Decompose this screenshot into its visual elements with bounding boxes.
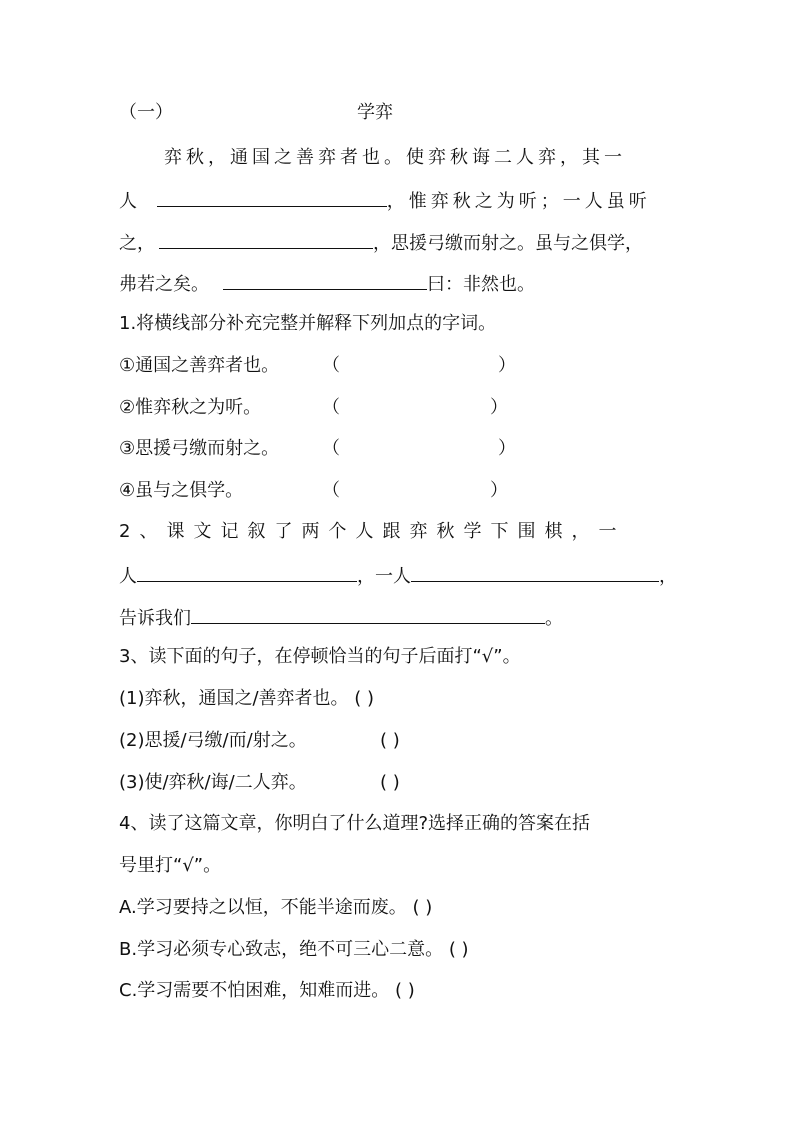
q1-item-1-paren-close: ） [498, 355, 516, 376]
q1-item-2-paren-close: ） [490, 397, 508, 418]
q3-item-2-answer[interactable]: ( ) [380, 730, 400, 751]
section-label: （一） [119, 102, 173, 123]
q4-option-c-text: C.学习需要不怕困难，知难而进。 [119, 980, 390, 1001]
q1-item-1-paren-open[interactable]: （ [322, 355, 340, 376]
q1-item-4: ④虽与之俱学。 [119, 480, 244, 501]
q2-line-2 [119, 563, 677, 588]
q1-item-2: ②惟弈秋之为听。 [119, 397, 262, 418]
q3-item-1 [119, 688, 374, 710]
fill-blank-6[interactable] [191, 605, 545, 624]
q2-line-2-mid: ，一人 [357, 566, 411, 587]
q2-line-2-end: ， [659, 566, 677, 587]
fill-blank-1[interactable] [157, 188, 387, 207]
fill-blank-5[interactable] [411, 563, 659, 582]
q1-item-4-paren-open[interactable]: （ [322, 480, 340, 501]
q3-item-2: (2)思援/弓缴/而/射之。 [119, 730, 307, 751]
q3-item-1-answer[interactable]: ( ) [354, 688, 375, 709]
q3-prompt: 3、读下面的句子，在停顿恰当的句子后面打“√”。 [119, 646, 521, 667]
passage-line-3-end: ，思援弓缴而射之。虽与之俱学， [373, 233, 643, 254]
q2-line-1: 2、课文记叙了两个人跟弈秋学下围棋，一 [119, 521, 626, 542]
q1-prompt: 1.将横线部分补充完整并解释下列加点的字词。 [119, 313, 497, 334]
q1-item-3: ③思援弓缴而射之。 [119, 438, 280, 459]
q4-prompt-line-1: 4、读了这篇文章，你明白了什么道理?选择正确的答案在括 [119, 813, 591, 834]
passage-line-4 [119, 271, 535, 296]
q4-option-a-answer[interactable]: ( ) [412, 897, 433, 918]
q2-line-3-end: 。 [545, 608, 563, 629]
q2-line-2-start: 人 [119, 566, 137, 587]
q1-item-3-paren-close: ） [498, 438, 516, 459]
q4-option-a-text: A.学习要持之以恒，不能半途而废。 [119, 897, 407, 918]
q4-option-b-text: B.学习必须专心致志，绝不可三心二意。 [119, 939, 444, 960]
q4-option-c [119, 980, 415, 1002]
q1-item-3-paren-open[interactable]: （ [322, 438, 340, 459]
q3-item-3: (3)使/弈秋/诲/二人弈。 [119, 772, 307, 793]
passage-line-3 [119, 230, 643, 255]
passage-line-2-end: ，惟弈秋之为听；一人虽听 [386, 191, 651, 212]
q4-option-c-answer[interactable]: ( ) [395, 980, 415, 1001]
fill-blank-3[interactable] [223, 271, 427, 290]
q4-option-b-answer[interactable]: ( ) [448, 939, 469, 960]
q3-item-3-answer[interactable]: ( ) [380, 772, 400, 793]
q4-option-b [119, 939, 469, 961]
q3-item-1-text: (1)弈秋，通国之/善弈者也。 [119, 688, 349, 709]
q1-item-2-paren-open[interactable]: （ [322, 397, 340, 418]
passage-line-2 [119, 188, 651, 213]
fill-blank-4[interactable] [137, 563, 357, 582]
q4-prompt-line-2: 号里打“√”。 [119, 855, 222, 876]
passage-line-1: 弈秋，通国之善弈者也。使弈秋诲二人弈，其一 [164, 147, 626, 168]
q1-item-4-paren-close: ） [490, 480, 508, 501]
fill-blank-2[interactable] [159, 230, 373, 249]
page-title: 学弈 [357, 102, 393, 123]
passage-line-4-start: 弗若之矣。 [119, 274, 209, 295]
passage-line-2-start: 人 [119, 191, 137, 212]
q4-option-a [119, 897, 432, 919]
q2-line-3 [119, 605, 563, 630]
q1-item-1: ①通国之善弈者也。 [119, 355, 280, 376]
passage-line-4-end: 曰：非然也。 [427, 274, 535, 295]
q2-line-3-start: 告诉我们 [119, 608, 191, 629]
passage-line-3-start: 之， [119, 233, 155, 254]
